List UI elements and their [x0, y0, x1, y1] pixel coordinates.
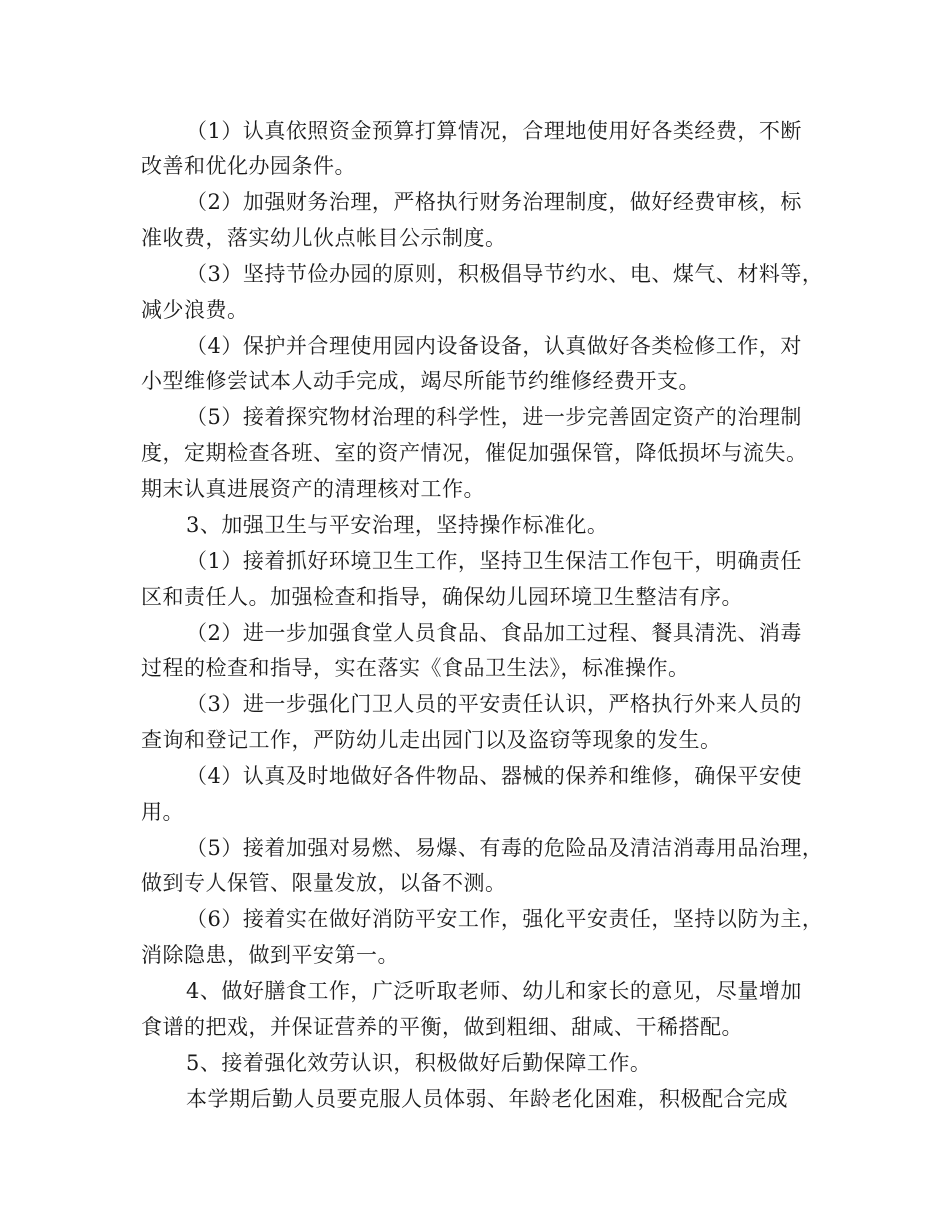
text-line: （5）接着加强对易燃、易爆、有毒的危险品及清洁消毒用品治理， — [186, 836, 824, 860]
text-line: 改善和优化办园条件。 — [141, 154, 356, 178]
text-line: （6）接着实在做好消防平安工作，强化平安责任，坚持以防为主， — [186, 907, 824, 931]
text-line: 减少浪费。 — [141, 298, 249, 322]
text-line: 期末认真进展资产的清理核对工作。 — [141, 477, 485, 501]
text-line: 小型维修尝试本人动手完成，竭尽所能节约维修经费开支。 — [141, 369, 700, 393]
text-line: 准收费，落实幼儿伙点帐目公示制度。 — [141, 226, 507, 250]
section-heading: 5、接着强化效劳认识，积极做好后勤保障工作。 — [186, 1051, 652, 1075]
text-line: 用。 — [141, 800, 184, 824]
text-line: 做到专人保管、限量发放，以备不测。 — [141, 871, 507, 895]
text-line: （4）认真及时地做好各件物品、器械的保养和维修，确保平安使 — [186, 764, 802, 788]
text-line: 消除隐患，做到平安第一。 — [141, 943, 399, 967]
text-line: 度，定期检查各班、室的资产情况，催促加强保管，降低损坏与流失。 — [141, 441, 808, 465]
text-line: （2）进一步加强食堂人员食品、食品加工过程、餐具清洗、消毒 — [186, 621, 802, 645]
text-line: （1）认真依照资金预算打算情况，合理地使用好各类经费，不断 — [186, 119, 802, 143]
text-line: 区和责任人。加强检查和指导，确保幼儿园环境卫生整洁有序。 — [141, 585, 743, 609]
text-line: 过程的检查和指导，实在落实《食品卫生法》，标准操作。 — [141, 656, 690, 680]
text-line: （3）坚持节俭办园的原则，积极倡导节约水、电、煤气、材料等， — [186, 262, 824, 286]
text-line: 查询和登记工作，严防幼儿走出园门以及盗窃等现象的发生。 — [141, 728, 722, 752]
text-line: （5）接着探究物材治理的科学性，进一步完善固定资产的治理制 — [186, 405, 802, 429]
text-line: 食谱的把戏，并保证营养的平衡，做到粗细、甜咸、干稀搭配。 — [141, 1015, 743, 1039]
text-line: （4）保护并合理使用园内设备设备，认真做好各类检修工作，对 — [186, 334, 802, 358]
text-line: （2）加强财务治理，严格执行财务治理制度，做好经费审核，标 — [186, 190, 802, 214]
text-line: （1）接着抓好环境卫生工作，坚持卫生保洁工作包干，明确责任 — [186, 549, 802, 573]
text-line: （3）进一步强化门卫人员的平安责任认识，严格执行外来人员的 — [186, 692, 802, 716]
section-heading: 3、加强卫生与平安治理，坚持操作标准化。 — [186, 513, 609, 537]
text-line: 本学期后勤人员要克服人员体弱、年龄老化困难，积极配合完成 — [186, 1087, 788, 1111]
section-heading: 4、做好膳食工作，广泛听取老师、幼儿和家长的意见，尽量增加 — [186, 979, 802, 1003]
